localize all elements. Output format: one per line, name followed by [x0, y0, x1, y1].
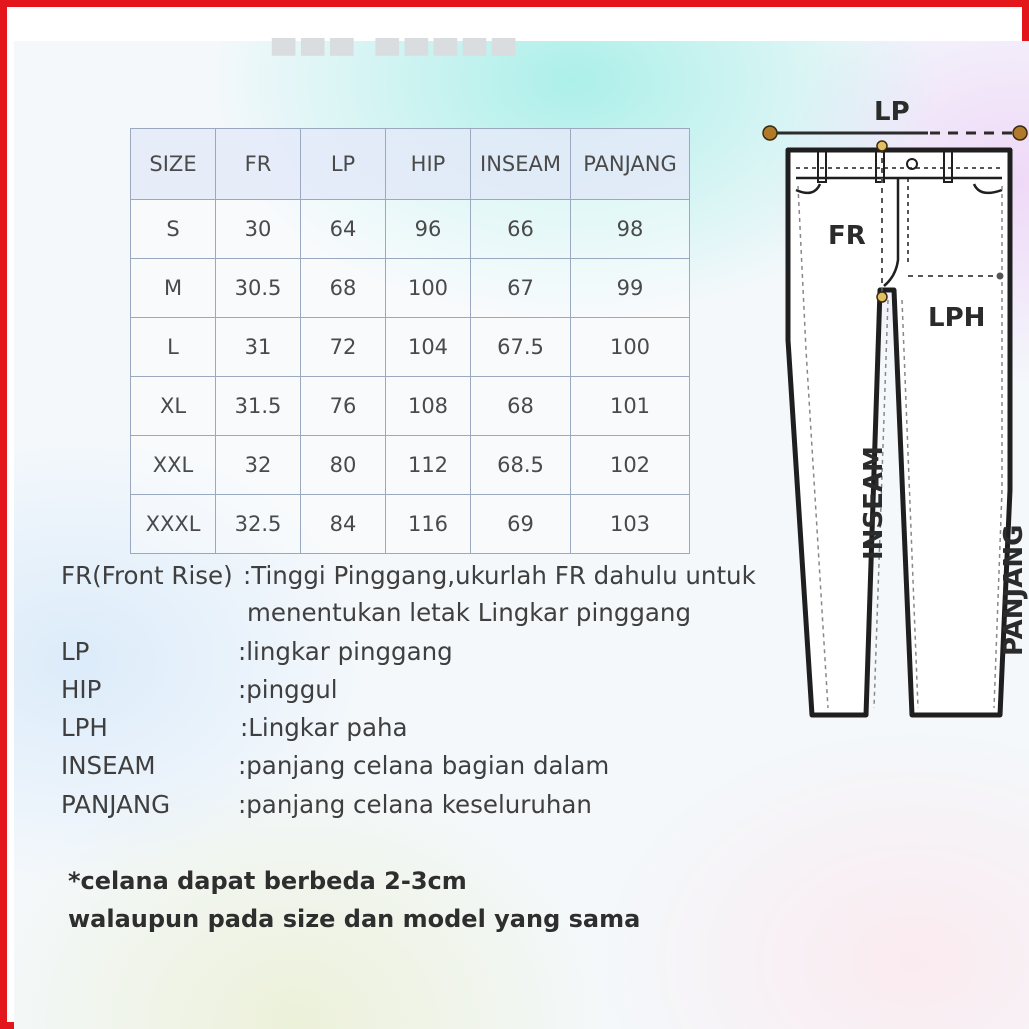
table-cell: 64 [301, 200, 386, 259]
lph-marker-icon [997, 273, 1004, 280]
legend-panjang-desc: :panjang celana keseluruhan [238, 790, 592, 819]
header-cell: HIP [386, 129, 471, 200]
table-cell: 68 [471, 377, 571, 436]
legend-lp-term: LP [61, 637, 90, 666]
header-cell: LP [301, 129, 386, 200]
legend-fr-term: FR(Front Rise) [61, 561, 233, 590]
table-cell: 103 [571, 495, 690, 554]
table-row [131, 318, 690, 377]
table-cell: 67 [471, 259, 571, 318]
legend-fr-desc-line2: menentukan letak Lingkar pinggang [247, 598, 692, 627]
fr-bottom-marker-icon [877, 292, 887, 302]
table-cell: 68.5 [471, 436, 571, 495]
lp-right-marker-icon [1013, 126, 1027, 140]
legend-hip-desc: :pinggul [238, 675, 338, 704]
table-cell: 31.5 [216, 377, 301, 436]
table-cell: 30 [216, 200, 301, 259]
legend-lp-desc: :lingkar pinggang [238, 637, 453, 666]
table-row [131, 259, 690, 318]
diagram-inseam-label: INSEAM [859, 446, 889, 560]
header-cell: INSEAM [471, 129, 571, 200]
table-cell: L [131, 318, 216, 377]
table-row [131, 436, 690, 495]
faded-title-remnant: ▀▀▀ ▀▀▀▀▀ [272, 39, 522, 74]
diagram-panjang-label: PANJANG [999, 524, 1029, 656]
table-cell: 101 [571, 377, 690, 436]
header-cell: SIZE [131, 129, 216, 200]
table-header-row [131, 129, 690, 200]
table-cell: S [131, 200, 216, 259]
table-cell: 98 [571, 200, 690, 259]
table-cell: 72 [301, 318, 386, 377]
legend-inseam-desc: :panjang celana bagian dalam [238, 751, 610, 780]
header-cell: PANJANG [571, 129, 690, 200]
table-cell: 68 [301, 259, 386, 318]
table-cell: 112 [386, 436, 471, 495]
table-cell: XXXL [131, 495, 216, 554]
table-row [131, 200, 690, 259]
header-cell: FR [216, 129, 301, 200]
legend-lph-desc: :Lingkar paha [240, 713, 408, 742]
table-cell: XL [131, 377, 216, 436]
table-cell: 104 [386, 318, 471, 377]
size-table [130, 128, 690, 554]
note-line-1: *celana dapat berbeda 2-3cm [68, 867, 467, 895]
table-cell: 80 [301, 436, 386, 495]
legend-panjang-term: PANJANG [61, 790, 171, 819]
table-cell: 100 [571, 318, 690, 377]
table-cell: 76 [301, 377, 386, 436]
table-cell: 32 [216, 436, 301, 495]
table-cell: 84 [301, 495, 386, 554]
fr-top-marker-icon [877, 141, 887, 151]
table-cell: 102 [571, 436, 690, 495]
legend-fr-desc: :Tinggi Pinggang,ukurlah FR dahulu untuk [243, 561, 756, 590]
table-cell: 66 [471, 200, 571, 259]
table-cell: 116 [386, 495, 471, 554]
legend-lph-term: LPH [61, 713, 108, 742]
table-cell: 69 [471, 495, 571, 554]
table-row [131, 495, 690, 554]
table-row [131, 377, 690, 436]
legend-inseam-term: INSEAM [61, 751, 156, 780]
table-cell: 99 [571, 259, 690, 318]
legend-hip-term: HIP [61, 675, 102, 704]
diagram-lph-label: LPH [928, 303, 986, 333]
diagram-fr-label: FR [828, 221, 866, 251]
table-cell: XXL [131, 436, 216, 495]
table-cell: 31 [216, 318, 301, 377]
table-cell: 30.5 [216, 259, 301, 318]
table-cell: 96 [386, 200, 471, 259]
diagram-lp-label: LP [874, 97, 910, 127]
table-cell: M [131, 259, 216, 318]
pants-outline-icon [788, 150, 1010, 715]
table-cell: 67.5 [471, 318, 571, 377]
table-cell: 32.5 [216, 495, 301, 554]
table-cell: 108 [386, 377, 471, 436]
table-cell: 100 [386, 259, 471, 318]
lp-left-marker-icon [763, 126, 777, 140]
note-line-2: walaupun pada size dan model yang sama [68, 905, 641, 933]
pants-diagram [748, 90, 1029, 730]
